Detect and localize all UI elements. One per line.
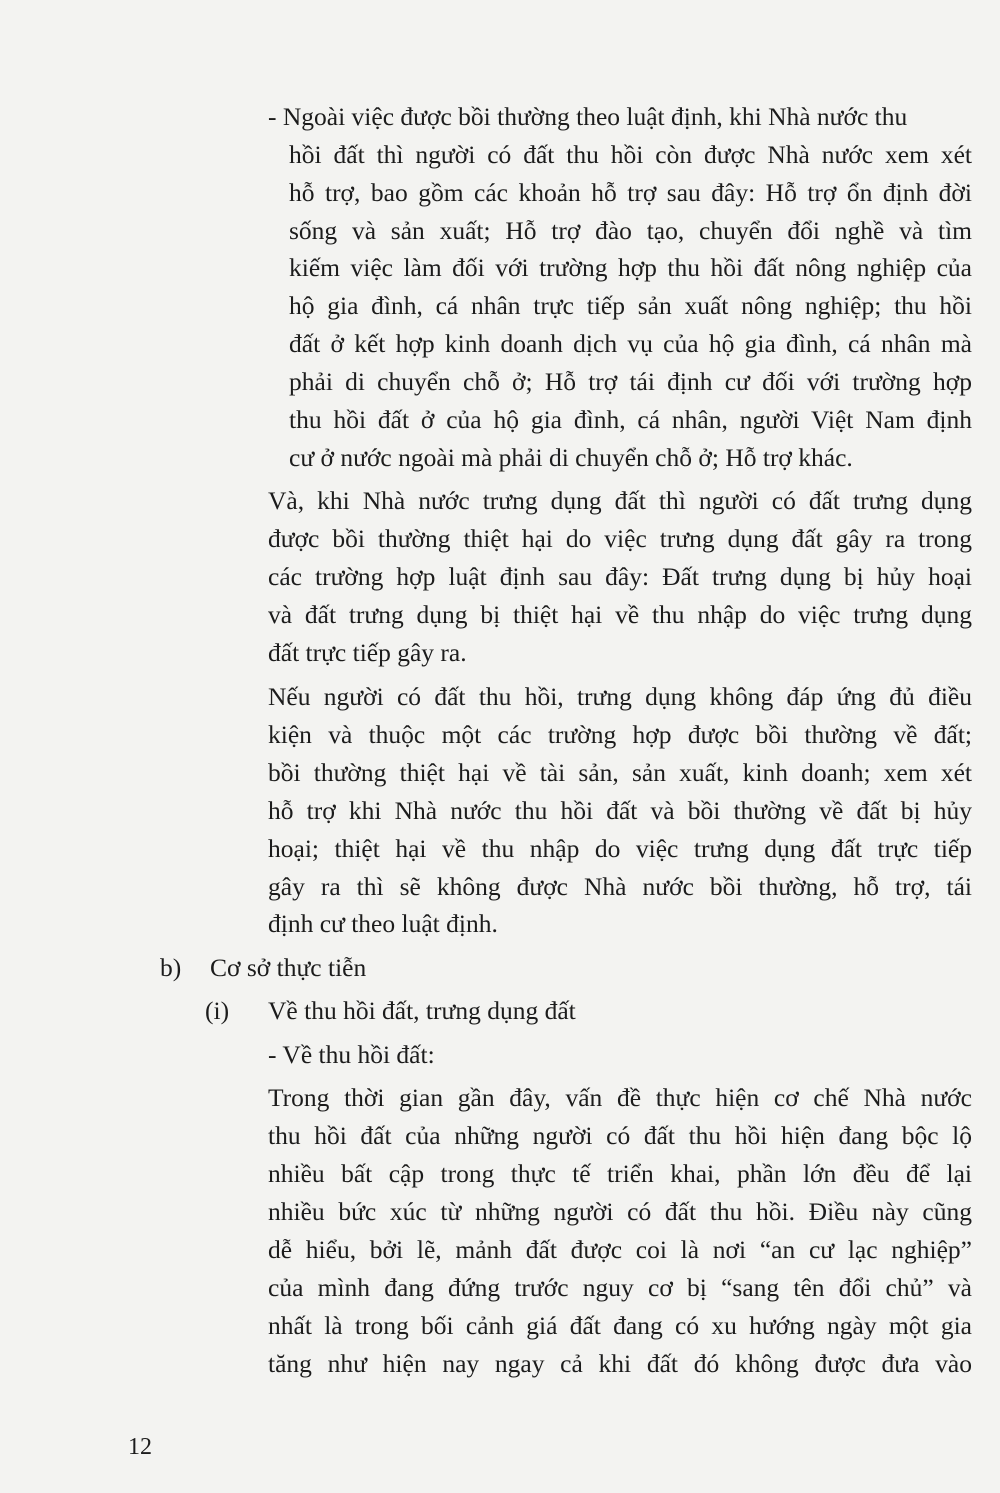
text-line: nhiều bức xúc từ những người có đất thu hồi. Điều này cũng — [268, 1197, 972, 1226]
text-line: tăng như hiện nay ngay cả khi đất đó không được đưa vào — [268, 1349, 972, 1378]
section-marker: b) — [160, 953, 182, 982]
text-line: - Ngoài việc được bồi thường theo luật định, khi Nhà nước thu — [268, 102, 908, 131]
text-line: thu hồi đất ở của hộ gia đình, cá nhân, người Việt Nam định — [289, 405, 972, 434]
page-number: 12 — [128, 1434, 152, 1460]
text-line: của mình đang đứng trước nguy cơ bị “sang tên đổi chủ” và — [268, 1273, 972, 1302]
text-line: phải di chuyển chỗ ở; Hỗ trợ tái định cư đối với trường hợp — [289, 367, 972, 396]
text-line: hỗ trợ khi Nhà nước thu hồi đất và bồi thường về đất bị hủy — [268, 796, 972, 825]
text-line: được bồi thường thiệt hại do việc trưng dụng đất gây ra trong — [268, 524, 972, 553]
text-line: đất trực tiếp gây ra. — [268, 638, 467, 667]
text-line: gây ra thì sẽ không được Nhà nước bồi thường, hỗ trợ, tái — [268, 872, 972, 901]
text-line: hoại; thiệt hại về thu nhập do việc trưng dụng đất trực tiếp — [268, 834, 972, 863]
text-line: hồi đất thì người có đất thu hồi còn được Nhà nước xem xét — [289, 140, 972, 169]
text-line: nhiều bất cập trong thực tế triển khai, phần lớn đều để lại — [268, 1159, 972, 1188]
text-line: Trong thời gian gần đây, vấn đề thực hiện cơ chế Nhà nước — [268, 1083, 972, 1112]
section-heading: Cơ sở thực tiễn — [210, 953, 367, 982]
text-line: nhất là trong bối cảnh giá đất đang có xu hướng ngày một gia — [268, 1311, 972, 1340]
subsection-heading: Về thu hồi đất, trưng dụng đất — [268, 996, 576, 1025]
text-line: bồi thường thiệt hại về tài sản, sản xuất, kinh doanh; xem xét — [268, 758, 972, 787]
text-line: cư ở nước ngoài mà phải di chuyển chỗ ở; Hỗ trợ khác. — [289, 443, 853, 472]
text-line: hỗ trợ, bao gồm các khoản hỗ trợ sau đây: Hỗ trợ ổn định đời — [289, 178, 972, 207]
text-line: Và, khi Nhà nước trưng dụng đất thì người có đất trưng dụng — [268, 486, 972, 515]
text-line: sống và sản xuất; Hỗ trợ đào tạo, chuyển đổi nghề và tìm — [289, 216, 972, 245]
text-line: đất ở kết hợp kinh doanh dịch vụ của hộ gia đình, cá nhân mà — [289, 329, 972, 358]
text-line: kiện và thuộc một các trường hợp được bồi thường về đất; — [268, 720, 972, 749]
subsection-marker: (i) — [205, 996, 230, 1025]
sub-heading: - Về thu hồi đất: — [268, 1040, 435, 1069]
text-line: dễ hiểu, bởi lẽ, mảnh đất được coi là nơi “an cư lạc nghiệp” — [268, 1235, 972, 1264]
text-line: hộ gia đình, cá nhân trực tiếp sản xuất nông nghiệp; thu hồi — [289, 291, 972, 320]
text-line: kiếm việc làm đối với trường hợp thu hồi đất nông nghiệp của — [289, 253, 972, 282]
text-line: và đất trưng dụng bị thiệt hại về thu nhập do việc trưng dụng — [268, 600, 972, 629]
text-line: định cư theo luật định. — [268, 909, 498, 938]
text-line: thu hồi đất của những người có đất thu hồi hiện đang bộc lộ — [268, 1121, 972, 1150]
text-line: các trường hợp luật định sau đây: Đất trưng dụng bị hủy hoại — [268, 562, 972, 591]
text-line: Nếu người có đất thu hồi, trưng dụng không đáp ứng đủ điều — [268, 682, 972, 711]
